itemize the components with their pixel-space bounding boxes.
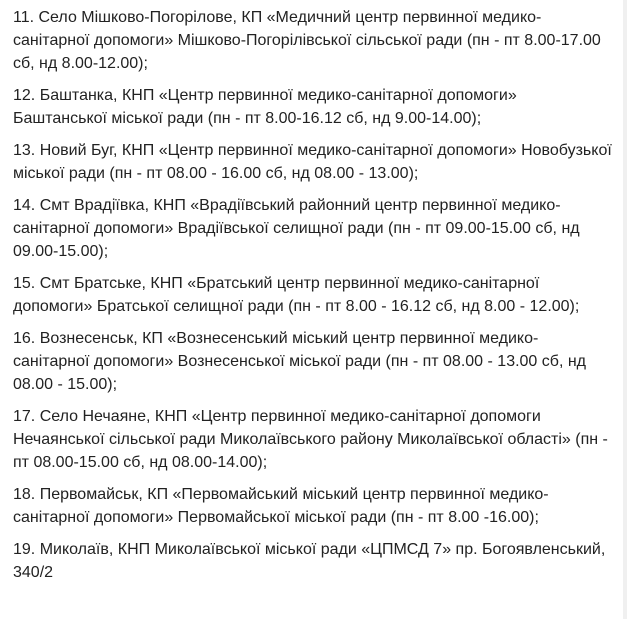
list-item-18: 18. Первомайськ, КП «Первомайський міський центр первинної медико-санітарної допомоги» Первомайської міської ради (пн - пт 8.00 -16.00); bbox=[13, 486, 549, 526]
page-scrollbar[interactable] bbox=[623, 0, 627, 619]
list-item-17: 17. Село Нечаяне, КНП «Центр первинної медико-санітарної допомоги Нечаянської сільської ради Миколаївського району Миколаївської області» (пн - пт 08.00-15.00 сб, нд 08.00-14.00); bbox=[13, 408, 608, 471]
list-item-14: 14. Смт Врадіївка, КНП «Врадіївський районний центр первинної медико-санітарної допомоги» Врадіївської селищної ради (пн - пт 09.00-15.00 сб, нд 09.00-15.00); bbox=[13, 197, 580, 260]
list-item-19: 19. Миколаїв, КНП Миколаївської міської ради «ЦПМСД 7» пр. Богоявленський, 340/2 bbox=[13, 541, 606, 581]
list-item-16: 16. Вознесенськ, КП «Вознесенський міський центр первинної медико-санітарної допомоги» Вознесенської міської ради (пн - пт 08.00 - 13.00 сб, нд 08.00 - 15.00); bbox=[13, 330, 586, 393]
list-item-13: 13. Новий Буг, КНП «Центр первинної медико-санітарної допомоги» Новобузької міської ради (пн - пт 08.00 - 16.00 сб, нд 08.00 - 13.00); bbox=[13, 142, 612, 182]
list-item-15: 15. Смт Братське, КНП «Братський центр первинної медико-санітарної допомоги» Братської селищної ради (пн - пт 8.00 - 16.12 сб, нд 8.00 - 12.00); bbox=[13, 275, 580, 315]
list-item-12: 12. Баштанка, КНП «Центр первинної медико-санітарної допомоги» Баштанської міської ради (пн - пт 8.00-16.12 сб, нд 9.00-14.00); bbox=[13, 87, 517, 127]
list-item-11: 11. Село Мішково-Погорілове, КП «Медичний центр первинної медико-санітарної допомоги» Мішково-Погорілівської сільської ради (пн - пт 8.00-17.00 сб, нд 8.00-12.00); bbox=[13, 9, 601, 72]
clinic-list bbox=[13, 6, 613, 593]
